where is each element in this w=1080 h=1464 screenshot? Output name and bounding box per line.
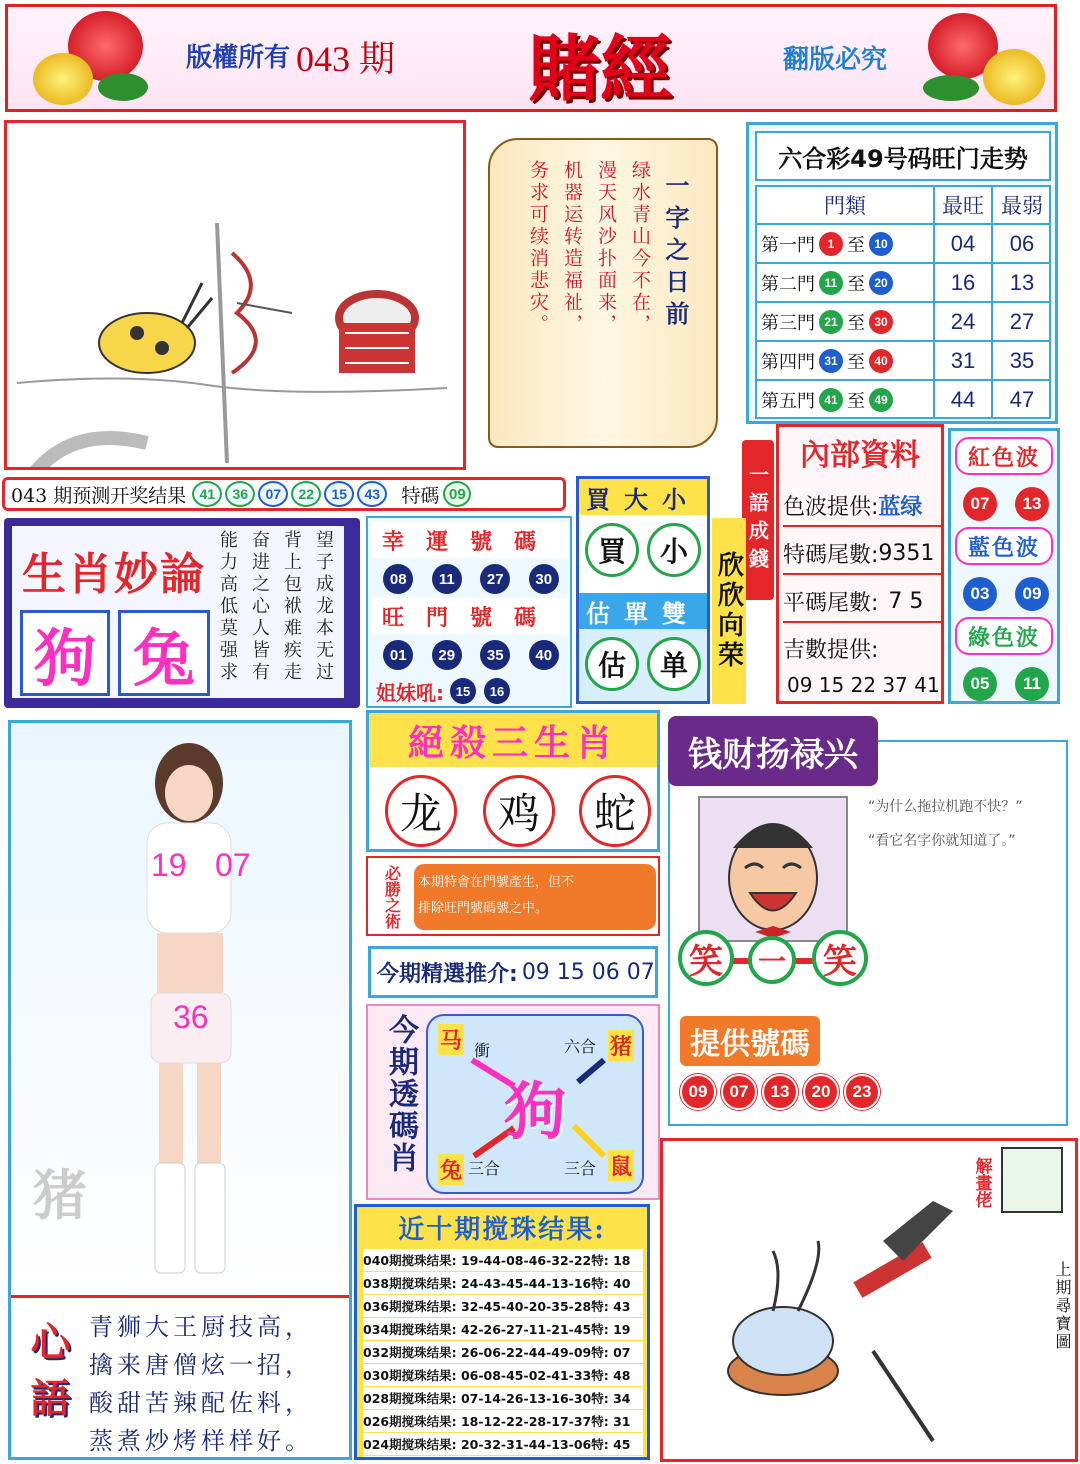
poem-line: 务求可续消悲灾。: [527, 160, 549, 336]
door-to-label: 至: [847, 273, 865, 295]
big-small-circle: 小: [647, 523, 701, 577]
wave-panel: [948, 428, 1060, 704]
history-rows: [363, 1249, 643, 1457]
provide-numbers: [680, 1074, 880, 1114]
special-label: 特碼: [401, 484, 440, 507]
door-min: 06: [1009, 230, 1035, 256]
scroll-heading: 一字之日前: [661, 173, 690, 333]
color-wave-value: 蓝绿: [878, 494, 923, 520]
sister-numbers: [450, 678, 510, 704]
special-tail-row: [783, 533, 941, 575]
zodiac-animal-box: 兔: [118, 610, 210, 696]
door-col-header: 最弱: [993, 187, 1051, 225]
sister-row: [376, 676, 570, 706]
must-win-text1: 本期特會在: [418, 875, 484, 890]
door-label: [757, 303, 935, 340]
blue-wave-ball: 03: [963, 577, 997, 611]
door-name: 第二門: [761, 273, 815, 295]
door-row: [757, 381, 1049, 420]
door-to-ball: 20: [869, 271, 893, 295]
kill-animal: 蛇: [579, 775, 651, 847]
door-table-title: 六合彩49号码旺门走势: [755, 131, 1051, 181]
selected-label: 今期精選推介:: [377, 961, 518, 987]
one-word-panel: [712, 436, 774, 704]
door-min: 35: [1009, 347, 1035, 373]
door-from-ball: 21: [819, 310, 843, 334]
joke-line: “为什么拖拉机跑不快？”: [868, 799, 1023, 815]
laughing-man: [698, 796, 848, 942]
sister-ball: 16: [484, 678, 510, 704]
door-name: 第一門: [761, 234, 815, 256]
one-word-title: 一語成錢: [742, 440, 774, 600]
flat-tail-value: 7 5: [888, 588, 924, 614]
door-row: [757, 264, 1049, 303]
explain-label: 解畫佬: [969, 1147, 995, 1217]
heart-words-poem: [89, 1307, 339, 1459]
kill-three-title: 絕殺三生肖: [369, 713, 657, 767]
money-title: 钱财扬禄兴: [668, 716, 878, 786]
must-win-text3: 排除旺門號碼: [418, 901, 497, 916]
lucky-ball: 30: [529, 564, 559, 594]
lucky-ball: 08: [383, 564, 413, 594]
explain-side: 上期尋寶圖: [1053, 1261, 1072, 1351]
lucky-title: 幸運號碼: [372, 522, 568, 558]
zodiac-poem-col: 能力高低莫强求: [217, 530, 238, 684]
reveal-panel: [366, 1004, 660, 1200]
hot-door-ball: 29: [432, 640, 462, 670]
history-row: 032期搅珠结果: 26-06-22-44-49-09特: 07: [363, 1341, 643, 1364]
blue-wave-label: 藍色波: [955, 527, 1053, 565]
must-win-label: 必勝之術: [382, 865, 402, 929]
provide-label: 提供號碼: [680, 1016, 820, 1066]
special-number: 09: [443, 481, 471, 507]
prediction-ball: 22: [291, 481, 321, 507]
color-wave-label: 色波提供:: [783, 494, 879, 520]
laugh-circle: 笑: [678, 930, 734, 986]
riddle-illustration: [7, 123, 463, 467]
door-name: 第四門: [761, 351, 815, 373]
internal-title: 內部資料: [800, 438, 920, 473]
reveal-side-label: 今期透碼肖: [383, 1014, 418, 1174]
lucky-ball: 27: [480, 564, 510, 594]
green-wave-ball: 11: [1015, 667, 1049, 701]
hot-door-numbers: [374, 638, 568, 672]
girl-number: 07: [215, 847, 251, 883]
big-small-title: 買大小: [579, 479, 707, 515]
must-win-text4: 號之中。: [496, 901, 549, 916]
big-small-panel: [576, 476, 710, 704]
door-min: 47: [1009, 386, 1035, 412]
money-panel: [668, 716, 1068, 1126]
laughing-man-illustration: [700, 798, 846, 940]
zodiac-animal-box: 狗: [20, 610, 110, 696]
reveal-center: 狗: [504, 1075, 567, 1148]
door-from-ball: 41: [819, 388, 843, 412]
odd-even-circle: 估: [585, 637, 639, 691]
zodiac-poem-col: 奋进之心人皆有: [249, 530, 270, 684]
door-to-ball: 10: [869, 232, 893, 256]
door-label: [757, 264, 935, 301]
sister-label: 姐妹吼:: [376, 680, 444, 705]
flat-tail-label: 平碼尾數:: [783, 590, 879, 616]
scroll-poem: [478, 128, 728, 468]
door-from-ball: 1: [819, 232, 843, 256]
door-row: [757, 303, 1049, 342]
heart-line: 擒来唐僧炫一招，: [89, 1351, 313, 1379]
door-row: [757, 342, 1049, 381]
must-win-text: [414, 864, 656, 930]
special-tail-label: 特碼尾數:: [783, 542, 879, 568]
door-col-header: 最旺: [935, 187, 993, 225]
laugh-circle: 笑: [812, 930, 868, 986]
reveal-tr2: 六合: [564, 1037, 597, 1056]
sister-ball: 15: [450, 678, 476, 704]
door-to-label: 至: [847, 351, 865, 373]
reveal-tl: 马: [438, 1024, 464, 1055]
must-win-panel: [366, 856, 660, 936]
door-min: 13: [1009, 269, 1035, 295]
header: [5, 4, 1057, 112]
zodiac-poem-col: 望子成龙本无过: [313, 530, 334, 684]
hot-door-ball: 40: [529, 640, 559, 670]
red-wave-ball: 13: [1015, 487, 1049, 521]
flat-tail-row: [783, 581, 941, 623]
selected-panel: [368, 946, 658, 998]
door-to-ball: 49: [869, 388, 893, 412]
history-row: 028期搅珠结果: 07-14-26-13-16-30特: 34: [363, 1387, 643, 1410]
lucky-number-value: 09 15 22 37 41: [787, 673, 940, 697]
explain-illustration: [703, 1201, 1003, 1451]
lucky-numbers: [374, 562, 568, 596]
history-row: 024期搅珠结果: 20-32-31-44-13-06特: 45: [363, 1433, 643, 1456]
prediction-ball: 41: [192, 481, 222, 507]
issue-number: 043 期: [296, 39, 396, 79]
door-max: 31: [935, 342, 993, 379]
provide-ball: 07: [721, 1074, 757, 1110]
blue-wave-ball: 09: [1015, 577, 1049, 611]
provide-ball: 23: [844, 1074, 880, 1110]
history-row: 040期搅珠结果: 19-44-08-46-32-22特: 18: [363, 1249, 643, 1272]
prediction-ball: 43: [357, 481, 387, 507]
rose-right: [913, 11, 1053, 109]
door-min: 27: [1009, 308, 1035, 334]
door-col-header: 門類: [757, 187, 935, 225]
kill-animal: 鸡: [483, 775, 555, 847]
zodiac-poem-col: 背上包袱难疾走: [281, 530, 302, 684]
lucky-panel: [366, 516, 572, 708]
prediction-ball: 07: [258, 481, 288, 507]
special-tail-value: 9351: [878, 540, 935, 566]
provide-ball: 09: [680, 1074, 716, 1110]
color-wave-row: [783, 485, 941, 527]
door-max: 44: [935, 381, 993, 418]
prediction-ball: 15: [324, 481, 354, 507]
scroll-poem-columns: [527, 160, 654, 420]
history-row: 026期搅珠结果: 18-12-22-28-17-37特: 31: [363, 1410, 643, 1433]
poem-line: 绿水青山今不在，: [629, 160, 651, 336]
hot-door-ball: 01: [383, 640, 413, 670]
heart-line: 青狮大王厨技高，: [89, 1313, 313, 1341]
door-row: [757, 225, 1049, 264]
heart-line: 酸甜苦辣配佐料，: [89, 1389, 313, 1417]
door-from-ball: 11: [819, 271, 843, 295]
door-name: 第三門: [761, 312, 815, 334]
door-max: 04: [935, 225, 993, 262]
door-to-ball: 40: [869, 349, 893, 373]
reveal-tl2: 衝: [474, 1041, 491, 1060]
red-wave-label: 紅色波: [955, 437, 1053, 475]
heart-words-title: 心語: [24, 1321, 71, 1433]
hot-door-ball: 35: [480, 640, 510, 670]
selected-value: 09 15 06 07: [521, 959, 655, 985]
zodiac-talk-panel: [4, 518, 360, 708]
door-max: 16: [935, 264, 993, 301]
reveal-br2: 三合: [564, 1159, 597, 1178]
door-to-ball: 30: [869, 310, 893, 334]
girl-number: 19: [151, 847, 187, 883]
no-copy-label: 翻版必究: [783, 44, 888, 74]
door-to-label: 至: [847, 234, 865, 256]
page-title: 賭經: [528, 26, 673, 111]
girl-panel: [8, 720, 352, 1460]
kill-animal: 龙: [385, 775, 457, 847]
hot-door-title: 旺門號碼: [372, 598, 568, 634]
internal-data-panel: [776, 424, 944, 704]
door-from-ball: 31: [819, 349, 843, 373]
reveal-br: 鼠: [608, 1150, 634, 1181]
reveal-diagram: [426, 1014, 644, 1194]
door-label: [757, 225, 935, 262]
history-title: 近十期搅珠结果:: [398, 1214, 606, 1245]
history-panel: [354, 1204, 650, 1460]
riddle-picture: [4, 120, 466, 470]
history-row: 038期搅珠结果: 24-43-45-44-13-16特: 40: [363, 1272, 643, 1295]
door-label: [757, 342, 935, 379]
kill-three-panel: [366, 710, 660, 852]
provide-ball: 20: [803, 1074, 839, 1110]
poem-line: 漫天风沙扑面来，: [595, 160, 617, 336]
joke-line: “看它名字你就知道了。”: [868, 833, 1016, 849]
door-name: 第五門: [761, 390, 815, 412]
door-table-grid: [755, 185, 1051, 419]
explain-panel: [660, 1138, 1078, 1462]
rose-left: [28, 11, 158, 109]
girl-number: 36: [173, 999, 209, 1035]
door-to-label: 至: [847, 390, 865, 412]
must-win-text2: 門號產生，但不: [483, 875, 575, 890]
big-small-circle: 買: [585, 523, 639, 577]
laugh-circle: 一: [748, 936, 796, 984]
zodiac-talk-title: 生肖妙論: [22, 549, 206, 600]
history-row: 036期搅珠结果: 32-45-40-20-35-28特: 43: [363, 1295, 643, 1318]
prediction-numbers: [192, 481, 387, 507]
door-to-label: 至: [847, 312, 865, 334]
door-table: [746, 122, 1058, 424]
one-word-text: 欣欣向荣: [712, 518, 746, 704]
copyright-label: 版權所有: [186, 42, 291, 72]
odd-even-circle: 单: [647, 637, 701, 691]
heart-line: 蒸煮炒烤样样好。: [89, 1427, 313, 1455]
lucky-number-label: 吉數提供:: [783, 638, 879, 663]
red-wave-ball: 07: [963, 487, 997, 521]
reveal-bl: 兔: [438, 1154, 464, 1185]
green-wave-ball: 05: [963, 667, 997, 701]
green-wave-label: 綠色波: [955, 617, 1053, 655]
prediction-ball: 36: [225, 481, 255, 507]
laugh-row: [678, 926, 868, 996]
provide-ball: 13: [762, 1074, 798, 1110]
explain-icon: [1001, 1147, 1063, 1213]
zodiac-poem: [217, 530, 334, 700]
reveal-bl2: 三合: [468, 1159, 501, 1178]
door-label: [757, 381, 935, 418]
history-row: 030期搅珠结果: 06-08-45-02-41-33特: 48: [363, 1364, 643, 1387]
odd-even-title: 估單雙: [579, 593, 707, 629]
lucky-ball: 11: [432, 564, 462, 594]
prediction-bar: [2, 477, 566, 511]
door-max: 24: [935, 303, 993, 340]
history-row: 034期搅珠结果: 42-26-27-11-21-45特: 19: [363, 1318, 643, 1341]
corner-zodiac: 猪: [33, 1163, 87, 1227]
prediction-label: 043 期预测开奖结果: [11, 484, 187, 507]
reveal-tr: 猪: [608, 1030, 634, 1061]
poem-line: 机器运转造福祉，: [561, 160, 583, 336]
